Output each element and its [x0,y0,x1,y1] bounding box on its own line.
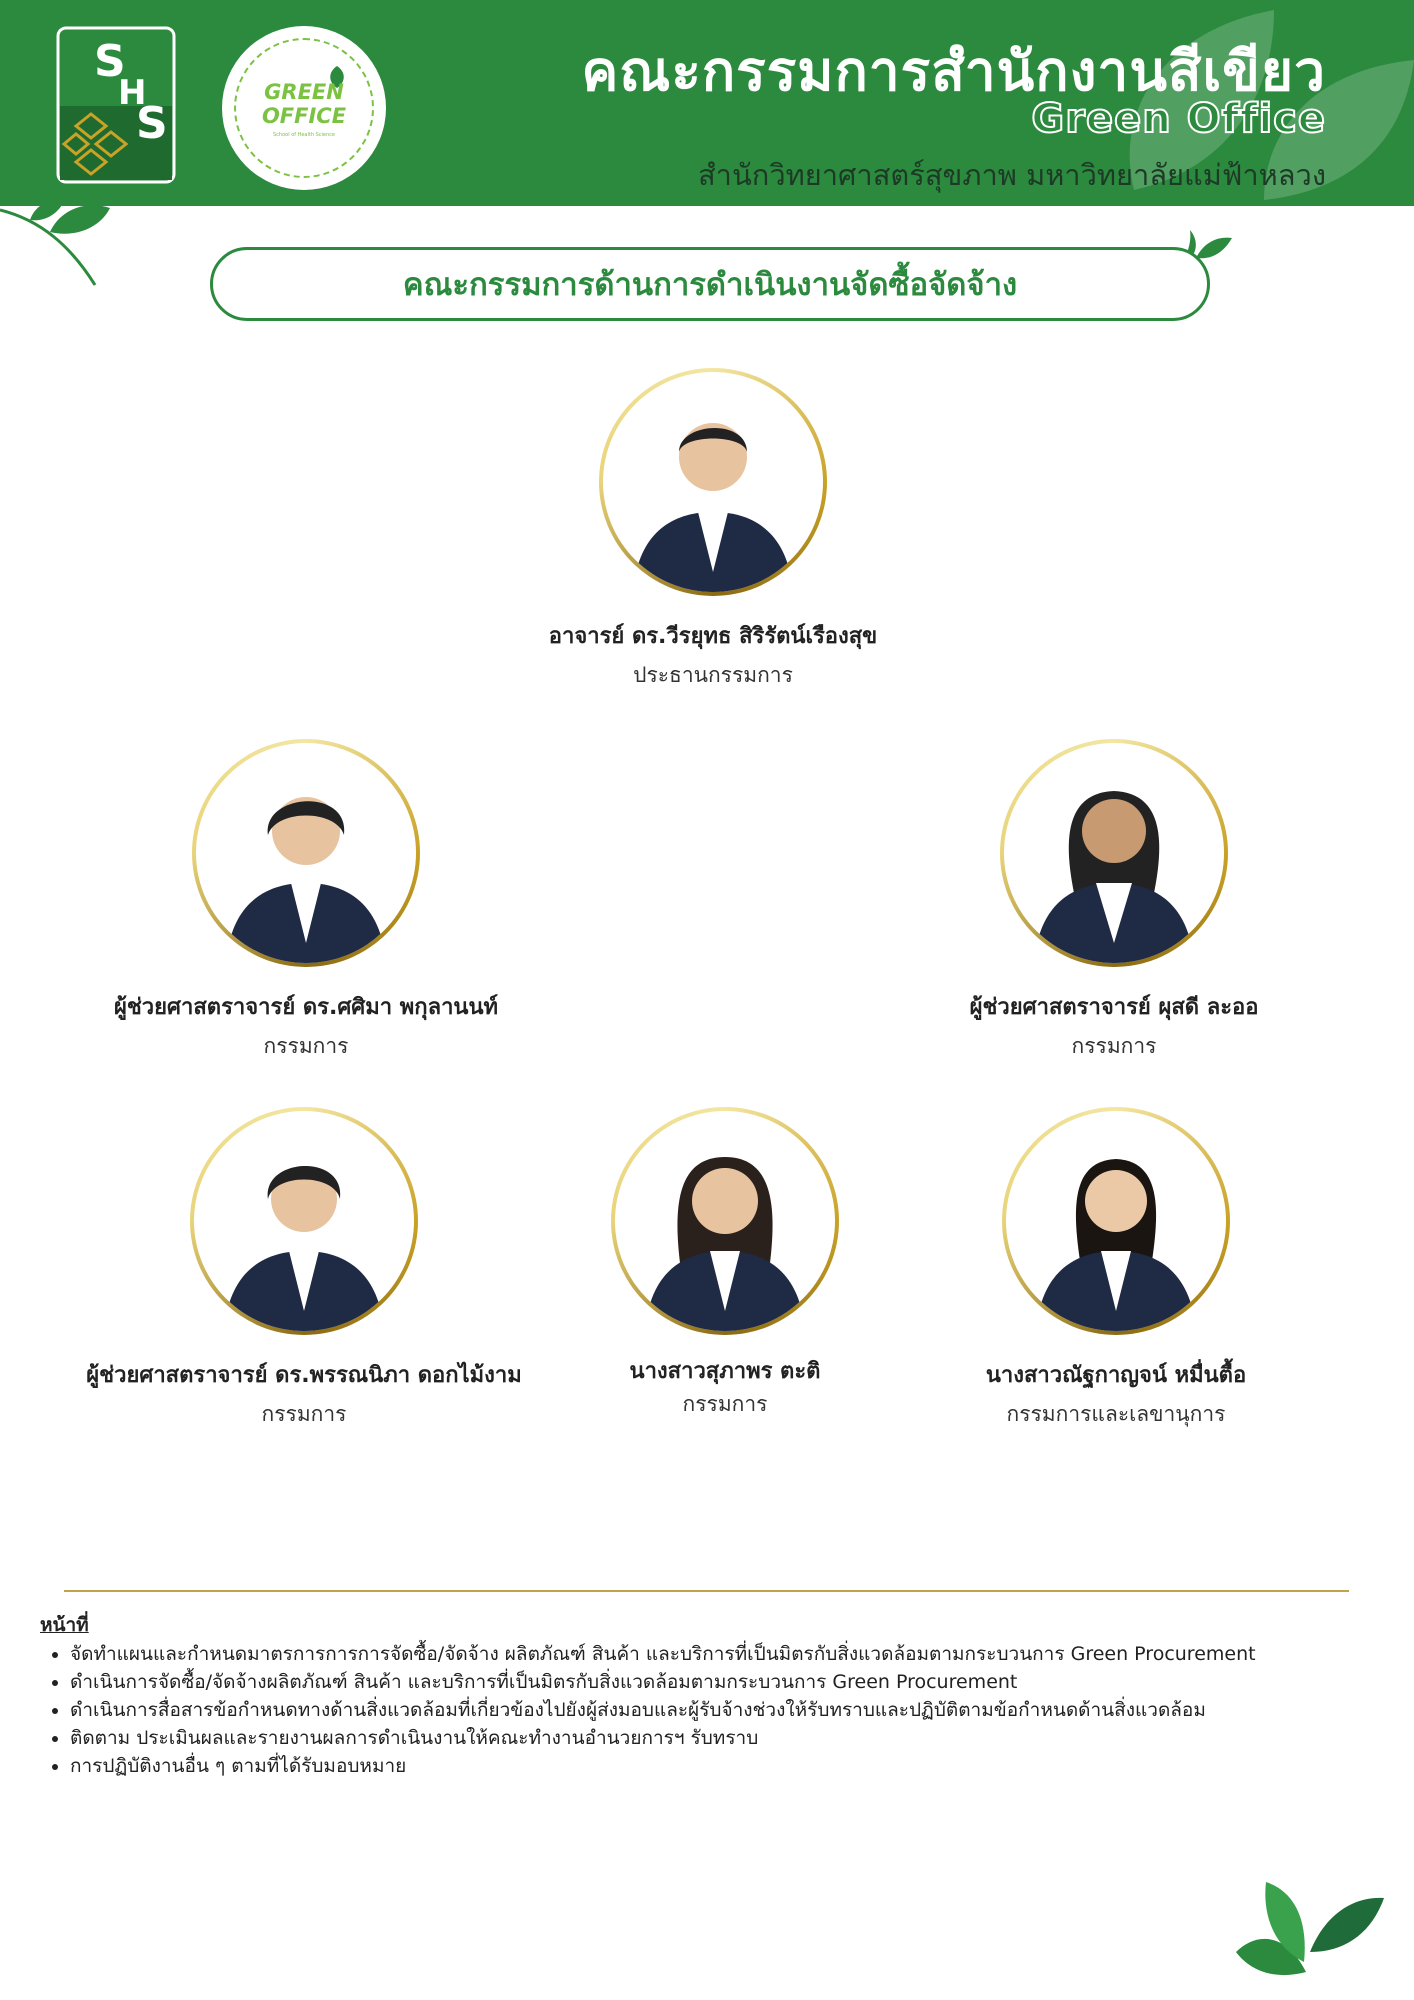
shs-logo [56,26,176,184]
logo-text-office: OFFICE [261,104,347,128]
leaf-branch-icon [0,190,120,290]
page-subtitle: สำนักวิทยาศาสตร์สุขภาพ มหาวิทยาลัยแม่ฟ้าหลวง [697,158,1326,192]
member-card [834,739,1394,1063]
member-card [26,739,586,1063]
logo-text-small: School of Health Science [273,132,335,138]
duties-heading: หน้าที่ [40,1614,89,1636]
person-avatar-icon [194,1111,414,1331]
person-avatar-icon [196,743,416,963]
member-photo [1000,739,1228,967]
section-divider [64,1590,1349,1592]
duty-item: • จัดทำแผนและกำหนดมาตรการการการจัดซื้อ/จัดจ้าง ผลิตภัณฑ์ สินค้า และบริการที่เป็นมิตรกับสิ่งแวดล้อมตามกระบวนการ Green Procurement [70,1640,1410,1668]
duty-item: • การปฏิบัติงานอื่น ๆ ตามที่ได้รับมอบหมาย [70,1752,1410,1780]
shs-letter-3: S [136,98,168,149]
member-name: นางสาวสุภาพร ตะติ [629,1359,821,1384]
shs-letter-1: S [94,36,126,87]
header-bar [0,0,1414,206]
member-name: ผู้ช่วยศาสตราจารย์ ดร.ศศิมา พกุลานนท์ [113,995,499,1020]
member-photo [1002,1107,1230,1335]
member-role: กรรมการ [1071,1034,1157,1058]
member-role: กรรมการ [261,1402,347,1426]
person-avatar-icon [1006,1111,1226,1331]
member-role: กรรมการ [263,1034,349,1058]
duties-list [36,1640,1410,1780]
member-card [836,1107,1396,1431]
person-avatar-icon [603,372,823,592]
page-title: คณะกรรมการสำนักงานสีเขียว [581,39,1326,103]
member-photo [192,739,420,967]
page-title-english: Green Office [1031,96,1326,142]
section-title: คณะกรรมการด้านการดำเนินงานจัดซื้อจัดจ้าง [402,267,1018,303]
section-banner [210,247,1210,321]
member-name: ผู้ช่วยศาสตราจารย์ ผุสดี ละออ [969,995,1259,1020]
person-avatar-icon [1004,743,1224,963]
duty-item: • ดำเนินการจัดซื้อ/จัดจ้างผลิตภัณฑ์ สินค้า และบริการที่เป็นมิตรกับสิ่งแวดล้อมตามกระบวนการ Green Procurement [70,1668,1410,1696]
leaves-corner-icon [1226,1872,1386,1982]
green-office-logo [222,26,386,190]
member-photo [599,368,827,596]
member-name: อาจารย์ ดร.วีรยุทธ สิริรัตน์เรืองสุข [548,624,878,649]
duty-item: • ติดตาม ประเมินผลและรายงานผลการดำเนินงานให้คณะทำงานอำนวยการฯ รับทราบ [70,1724,1410,1752]
shs-letter-2: H [118,73,147,113]
member-name: ผู้ช่วยศาสตราจารย์ ดร.พรรณนิภา ดอกไม้งาม [86,1363,522,1388]
duty-item: • ดำเนินการสื่อสารข้อกำหนดทางด้านสิ่งแวดล้อมที่เกี่ยวข้องไปยังผู้ส่งมอบและผู้รับจ้างช่วงให้รับทราบและปฏิบัติตามข้อกำหนดด้านสิ่งแวดล้อม [70,1696,1410,1724]
member-role: กรรมการ [682,1392,768,1416]
member-photo [611,1107,839,1335]
logo-text-green: GREEN [264,80,344,104]
member-role: กรรมการและเลขานุการ [1006,1402,1226,1426]
member-card-chair [433,368,993,692]
member-name: นางสาวณัฐกาญจน์ หมื่นตื้อ [985,1363,1247,1388]
person-avatar-icon [615,1111,835,1331]
member-photo [190,1107,418,1335]
member-role: ประธานกรรมการ [633,663,793,687]
